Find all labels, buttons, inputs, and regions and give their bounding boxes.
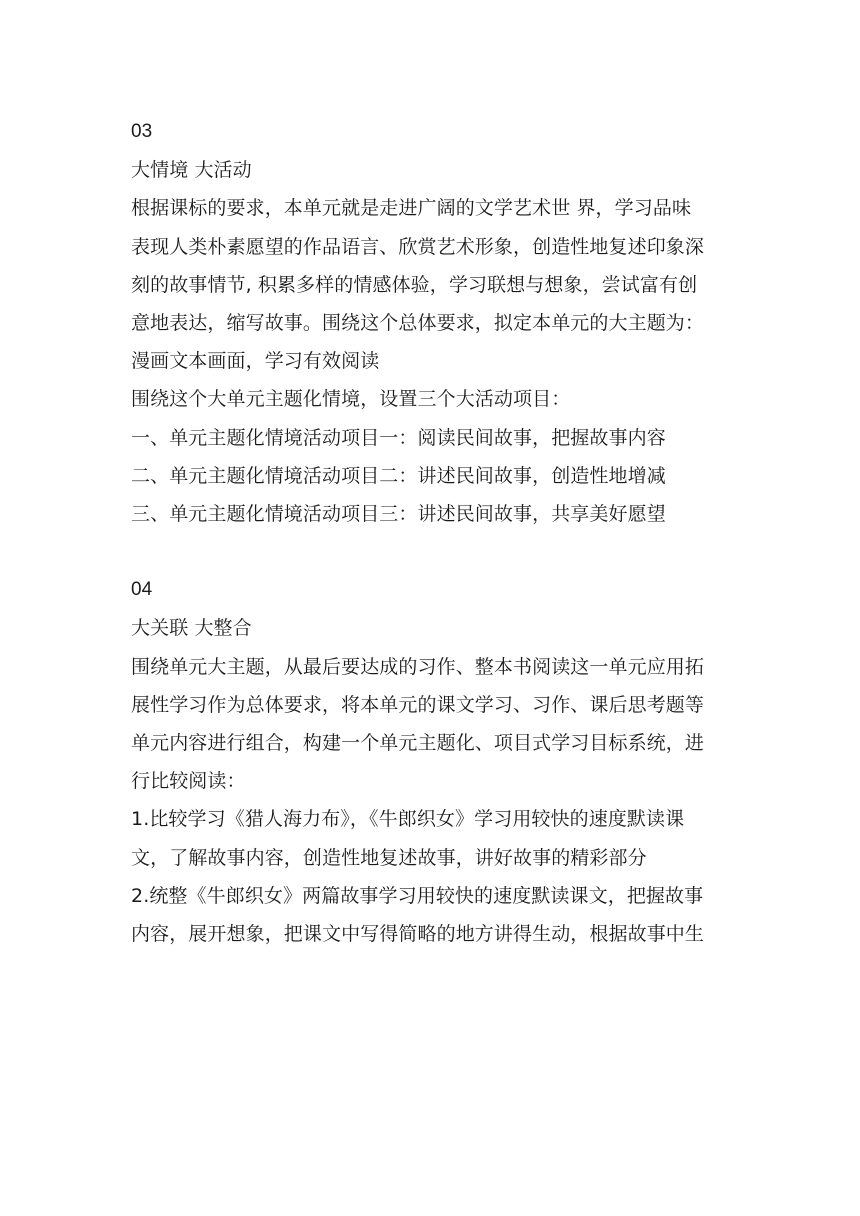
paragraph-line: 围绕单元大主题，从最后要达成的习作、整本书阅读这一单元应用拓 — [131, 655, 705, 678]
paragraph-line: 行比较阅读： — [131, 770, 246, 793]
point-line: 内容，展开想象，把课文中写得简略的地方讲得生动，根据故事中生 — [131, 922, 705, 945]
paragraph-line: 刻的故事情节, 积累多样的情感体验，学习联想与想象，尝试富有创 — [131, 273, 698, 296]
section-intro: 围绕这个大单元主题化情境，设置三个大活动项目： — [131, 388, 571, 411]
activity-list — [131, 419, 741, 534]
list-item: 二、单元主题化情境活动项目二：讲述民间故事，创造性地增减 — [131, 464, 666, 487]
paragraph-line: 根据课标的要求，本单元就是走进广阔的文学艺术世 界，学习品味 — [131, 197, 692, 220]
paragraph-line: 漫画文本画面，学习有效阅读 — [131, 350, 380, 373]
section-paragraph — [131, 648, 741, 801]
section-number: 03 — [131, 121, 153, 142]
section-title: 大关联 大整合 — [131, 617, 252, 640]
numbered-point — [131, 800, 741, 876]
numbered-point — [131, 877, 741, 953]
document-body — [131, 113, 741, 953]
paragraph-line: 意地表达，缩写故事。围绕这个总体要求，拟定本单元的大主题为： — [131, 311, 705, 334]
list-item: 一、单元主题化情境活动项目一：阅读民间故事，把握故事内容 — [131, 426, 666, 449]
paragraph-line: 单元内容进行组合，构建一个单元主题化、项目式学习目标系统，进 — [131, 732, 705, 754]
section-paragraph — [131, 189, 741, 380]
paragraph-line: 表现人类朴素愿望的作品语言、欣赏艺术形象，创造性地复述印象深 — [131, 235, 705, 258]
point-line: 1.比较学习《猎人海力布》，《牛郎织女》学习用较快的速度默读课 — [131, 808, 685, 831]
section-title: 大情境 大活动 — [131, 159, 252, 182]
list-item: 三、单元主题化情境活动项目三：讲述民间故事，共享美好愿望 — [131, 502, 666, 525]
paragraph-line: 展性学习作为总体要求，将本单元的课文学习、习作、课后思考题等 — [131, 693, 705, 716]
section-number: 04 — [131, 579, 153, 601]
point-line: 文，了解故事内容，创造性地复述故事，讲好故事的精彩部分 — [131, 846, 647, 869]
point-line: 2.统整《牛郎织女》两篇故事学习用较快的速度默读课文，把握故事 — [131, 884, 704, 907]
section-spacer — [131, 533, 741, 571]
